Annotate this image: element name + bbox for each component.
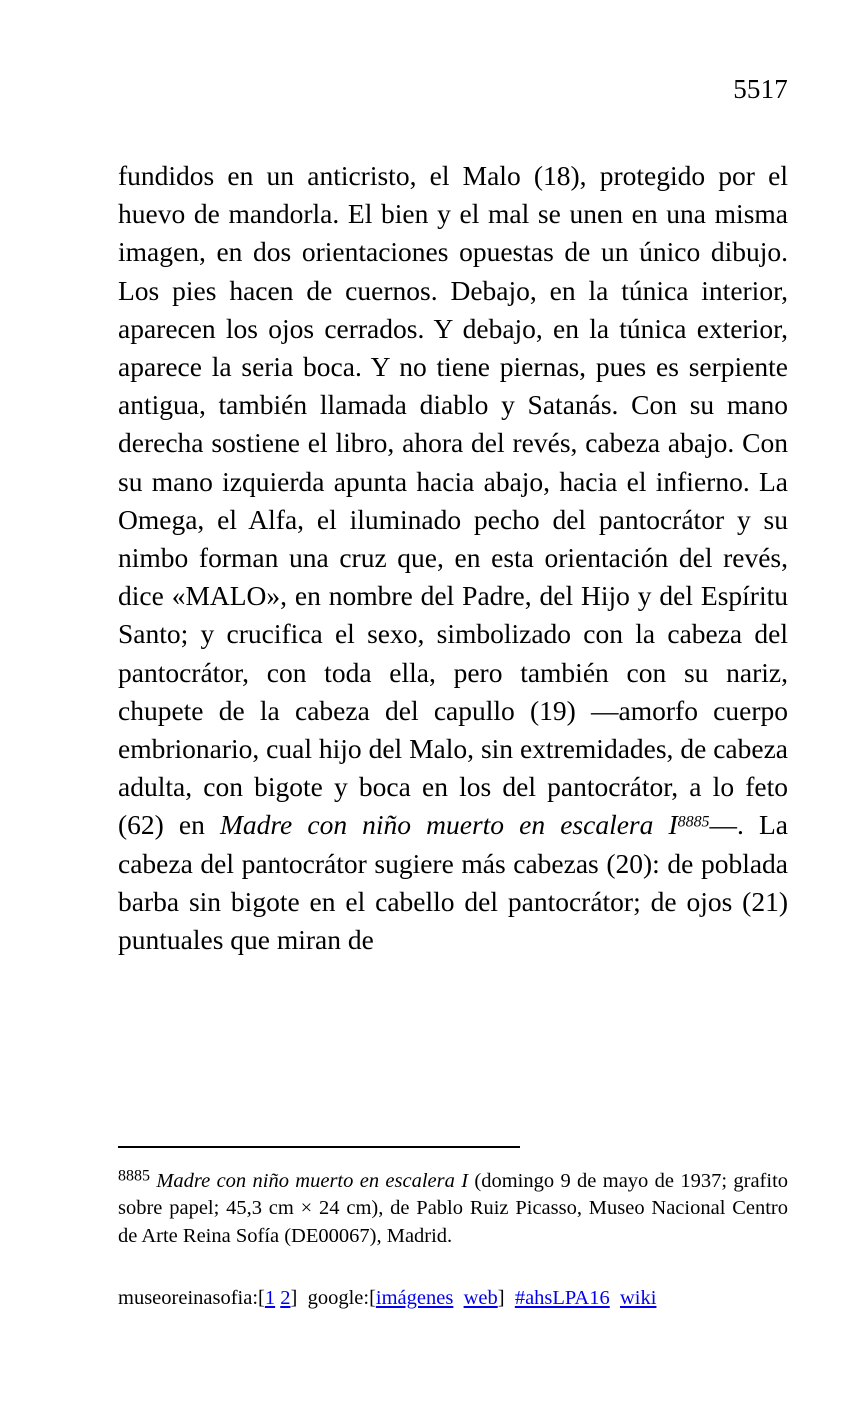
museoreinasofia-label: museoreinasofia:[ bbox=[118, 1287, 265, 1309]
link-museoreinasofia-1[interactable]: 1 bbox=[264, 1287, 276, 1309]
footnote-separator-rule bbox=[118, 1146, 520, 1148]
footnote-block bbox=[118, 1168, 788, 1250]
body-paragraph bbox=[118, 157, 788, 959]
body-text-part-1: fundidos en un anticristo, el Malo (18), protegido por el huevo de mandorla. El bien y el mal se unen en una misma imagen, en dos orientaciones opuestas de un único dibujo. Los pies hacen de cuernos. Debajo, en la túnica interior, aparecen los ojos cerrados. Y debajo, en la túnica exterior, aparece la seria boca. Y no tiene piernas, pues es serpiente antigua, también llamada diablo y Satanás. Con su mano derecha sostiene el libro, ahora del revés, cabeza abajo. Con su mano izquierda apunta hacia abajo, hacia el infierno. La Omega, el Alfa, el iluminado pecho del pantocrátor y su nimbo forman una cruz que, en esta orientación del revés, dice «MALO», en nombre del Padre, del Hijo y del Espíritu Santo; y crucifica el sexo, simbolizado con la cabeza del pantocrátor, con toda ella, pero también con su nariz, chupete de la cabeza del capullo (19) —amorfo cuerpo embrionario, cual hijo del Malo, sin extremidades, de cabeza adulta, con bigote y boca en los del pantocrátor, a lo feto (62) en bbox=[118, 160, 788, 841]
artwork-title-inline bbox=[220, 809, 710, 840]
body-text-block bbox=[118, 157, 788, 959]
bracket-close-1: ] bbox=[290, 1287, 298, 1309]
footnote-links-line bbox=[118, 1285, 788, 1312]
footnote-reference-superscript: 8885 bbox=[677, 813, 710, 831]
footnote-artwork-title: Madre con niño muerto en escalera I bbox=[156, 1170, 469, 1192]
link-google-web[interactable]: web bbox=[463, 1287, 498, 1309]
page-number: 5517 bbox=[733, 74, 788, 104]
footnote-description: (domingo 9 de mayo de 1937; grafito sobre papel; 45,3 cm × 24 cm), de Pablo Ruiz Picasso, Museo Nacional Centro de Arte Reina Sofía (DE00067), Madrid. bbox=[118, 1170, 789, 1247]
artwork-title-text: Madre con niño muerto en escalera I bbox=[219, 809, 678, 841]
link-google-imagenes[interactable]: imágenes bbox=[375, 1287, 454, 1309]
footnote-entry bbox=[118, 1168, 788, 1250]
footnote-marker: 8885 bbox=[118, 1167, 150, 1185]
link-wiki[interactable]: wiki bbox=[620, 1287, 657, 1309]
body-text-part-2: —. La cabeza del pantocrátor sugiere más cabezas (20): de poblada barba sin bigote en el cabello del pantocrátor; de ojos (21) puntuales que miran de bbox=[118, 809, 788, 956]
bracket-close-2: ] bbox=[497, 1287, 505, 1309]
link-museoreinasofia-2[interactable]: 2 bbox=[280, 1287, 291, 1309]
google-label: google:[ bbox=[307, 1287, 376, 1309]
link-hashtag-ahslpa16[interactable]: #ahsLPA16 bbox=[514, 1287, 610, 1309]
